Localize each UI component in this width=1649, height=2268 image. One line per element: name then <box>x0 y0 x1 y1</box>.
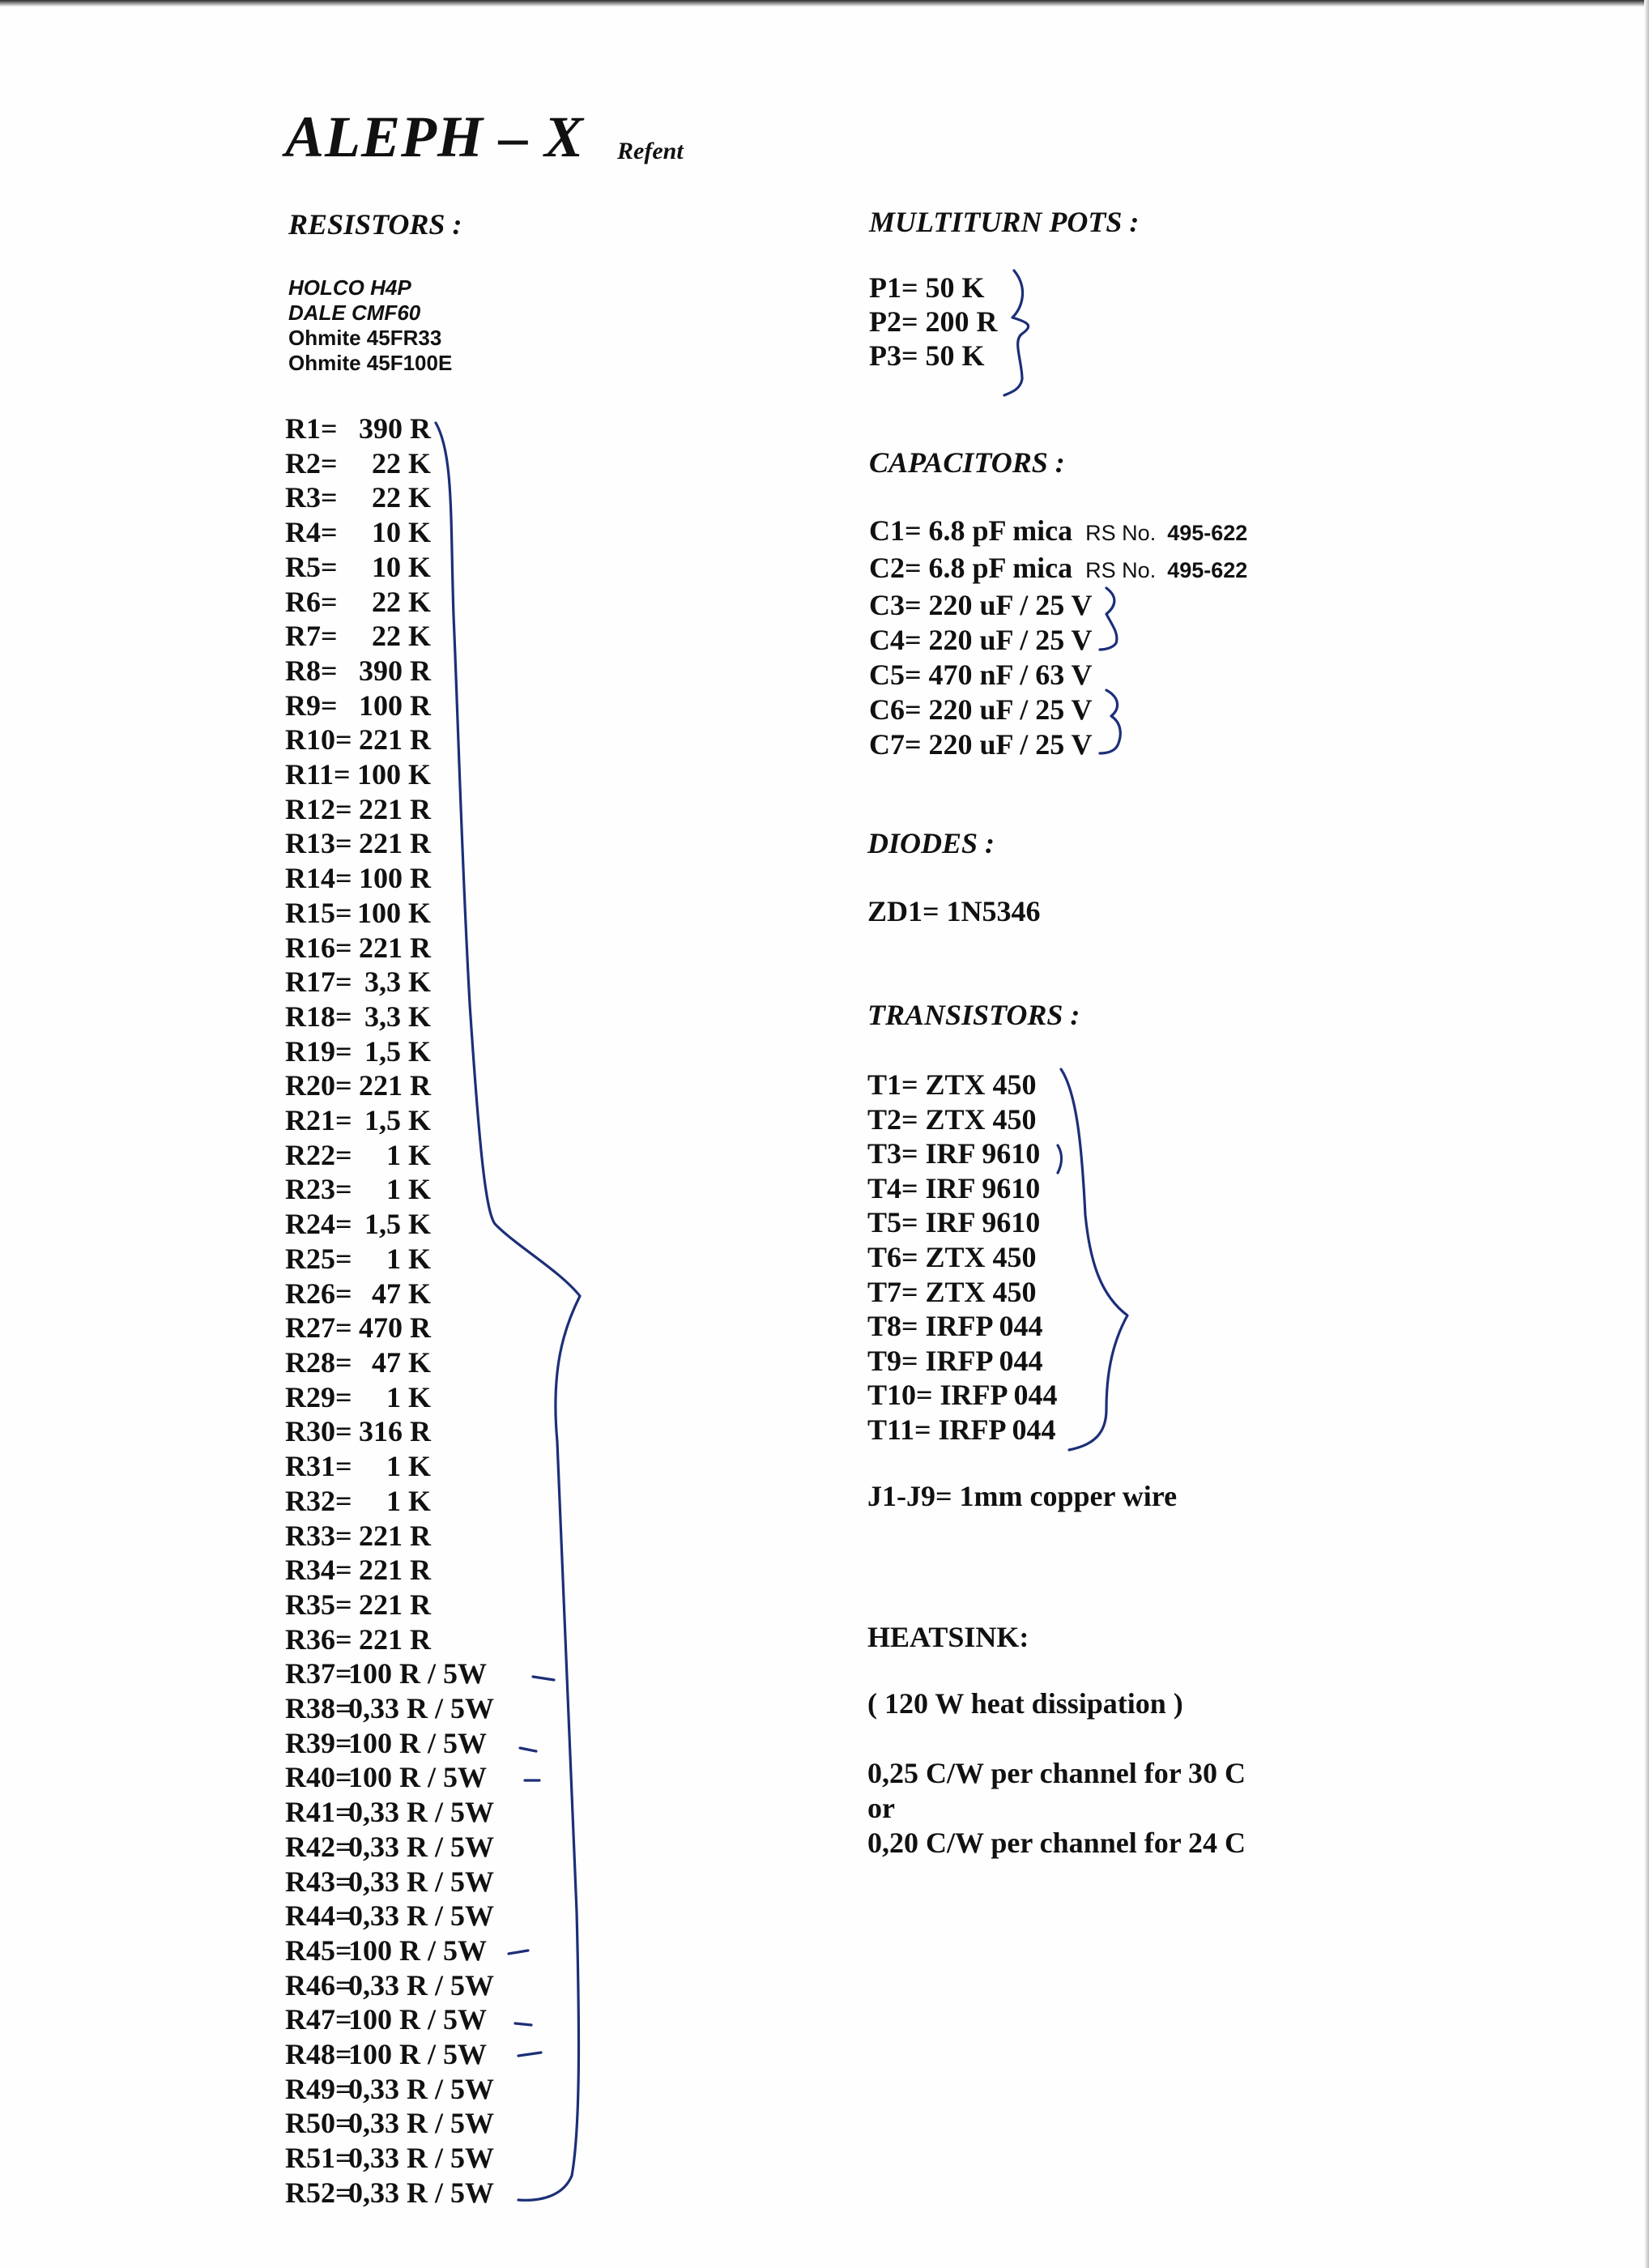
resistor-value: 1,5 K <box>364 1034 431 1068</box>
resistor-item <box>285 1172 494 1207</box>
resistor-label: R51= <box>285 2142 352 2175</box>
capacitor-label: C5= <box>869 659 922 691</box>
resistor-list <box>285 411 494 2210</box>
heatsink-dissipation: ( 120 W heat dissipation ) <box>867 1687 1183 1720</box>
transistor-label: T9= <box>867 1344 918 1377</box>
heatsink-option-2: 0,20 C/W per channel for 24 C <box>867 1827 1246 1859</box>
transistor-value: IRFP 044 <box>925 1310 1043 1343</box>
resistor-value: 100 K <box>356 758 431 791</box>
resistor-label: R4= <box>285 516 338 549</box>
resistor-value: 100 K <box>356 896 431 929</box>
resistor-value: 47 K <box>371 1345 431 1379</box>
resistor-label: R18= <box>285 1000 352 1033</box>
resistor-value: 0,33 R / 5W <box>348 1899 494 1933</box>
resistor-item <box>285 1933 494 1968</box>
transistor-item <box>867 1309 1058 1344</box>
resistor-value: 100 R / 5W <box>348 1933 487 1967</box>
resistor-item <box>285 792 494 827</box>
resistor-item <box>285 1726 494 1761</box>
resistor-value: 100 R <box>359 862 431 895</box>
resistor-label: R28= <box>285 1345 352 1379</box>
resistor-value: 221 R <box>359 1519 431 1552</box>
resistor-label: R30= <box>285 1415 352 1448</box>
rs-label: RS No. <box>1085 521 1157 545</box>
resistor-label: R13= <box>285 827 352 860</box>
capacitor-item <box>869 658 1247 693</box>
resistor-value: 390 R <box>359 654 431 687</box>
resistor-item <box>285 1553 494 1588</box>
r47-dash <box>515 2023 531 2025</box>
capacitor-value: 220 uF / 25 V <box>928 728 1093 761</box>
resistor-item <box>285 1622 494 1657</box>
transistors-heading: TRANSISTORS : <box>867 999 1080 1031</box>
resistor-label: R23= <box>285 1173 352 1206</box>
resistor-item <box>285 1760 494 1795</box>
resistor-item <box>285 931 494 966</box>
resistor-item <box>285 1519 494 1554</box>
resistor-label: R3= <box>285 481 338 514</box>
resistor-label: R14= <box>285 862 352 895</box>
transistor-value: ZTX 450 <box>925 1102 1037 1136</box>
pot-item <box>869 271 998 305</box>
resistor-label: R22= <box>285 1138 352 1171</box>
resistor-value: 221 R <box>359 1588 431 1621</box>
resistor-value: 100 R / 5W <box>348 2003 487 2036</box>
resistor-label: R42= <box>285 1830 352 1863</box>
resistor-item <box>285 861 494 896</box>
resistor-value: 221 R <box>359 827 431 860</box>
resistor-value: 0,33 R / 5W <box>348 2176 494 2209</box>
transistor-label: T3= <box>867 1137 918 1170</box>
resistor-item <box>285 757 494 792</box>
resistor-label: R17= <box>285 966 352 999</box>
resistor-label: R21= <box>285 1104 352 1137</box>
resistor-brands <box>288 275 452 376</box>
resistor-value: 10 K <box>371 516 431 549</box>
pot-value: 50 K <box>925 271 985 304</box>
resistor-value: 0,33 R / 5W <box>348 2107 494 2140</box>
resistor-item <box>285 1691 494 1726</box>
transistor-value: IRFP 044 <box>925 1344 1043 1377</box>
resistor-item <box>285 1034 494 1069</box>
resistor-value: 0,33 R / 5W <box>348 1968 494 2002</box>
resistor-value: 47 K <box>371 1277 431 1310</box>
resistor-item <box>285 896 494 931</box>
resistor-item <box>285 1449 494 1484</box>
resistor-value: 100 R / 5W <box>348 1726 487 1759</box>
resistor-item <box>285 1068 494 1103</box>
capacitor-value: 6.8 pF mica <box>928 552 1073 584</box>
transistor-label: T1= <box>867 1068 918 1101</box>
resistor-item <box>285 515 494 550</box>
diode-item: ZD1= 1N5346 <box>867 895 1041 927</box>
rs-number: 495-622 <box>1167 558 1248 582</box>
resistor-value: 390 R <box>359 412 431 445</box>
resistor-value: 1 K <box>386 1173 431 1206</box>
rs-label: RS No. <box>1085 558 1157 582</box>
resistor-item <box>285 2072 494 2107</box>
resistor-label: R12= <box>285 792 352 825</box>
transistor-item <box>867 1205 1058 1240</box>
resistor-item <box>285 1103 494 1138</box>
resistor-value: 221 R <box>359 1622 431 1656</box>
resistor-value: 221 R <box>359 723 431 757</box>
transistor-item <box>867 1068 1058 1102</box>
resistor-label: R27= <box>285 1311 352 1345</box>
resistor-item <box>285 1380 494 1415</box>
capacitor-value: 470 nF / 63 V <box>928 659 1093 691</box>
transistor-label: T5= <box>867 1206 918 1239</box>
resistor-item <box>285 1865 494 1899</box>
resistor-item <box>285 1242 494 1277</box>
r37-dash <box>533 1677 554 1680</box>
resistor-label: R50= <box>285 2107 352 2140</box>
heatsink-heading: HEATSINK: <box>867 1621 1029 1653</box>
jumpers-line: J1-J9= 1mm copper wire <box>867 1480 1178 1512</box>
resistor-label: R5= <box>285 550 338 583</box>
resistor-item <box>285 1484 494 1519</box>
transistor-item <box>867 1344 1058 1379</box>
resistor-value: 10 K <box>371 550 431 583</box>
heatsink-option-1: 0,25 C/W per channel for 30 C <box>867 1757 1246 1789</box>
transistor-label: T2= <box>867 1102 918 1136</box>
resistor-label: R29= <box>285 1380 352 1413</box>
resistor-value: 221 R <box>359 931 431 964</box>
resistor-label: R2= <box>285 446 338 480</box>
transistor-value: IRF 9610 <box>925 1171 1041 1204</box>
capacitors-heading: CAPACITORS : <box>869 446 1065 479</box>
resistor-value: 221 R <box>359 792 431 825</box>
resistor-label: R11= <box>285 758 351 791</box>
pot-item <box>869 305 998 339</box>
resistor-item <box>285 1000 494 1034</box>
capacitor-value: 220 uF / 25 V <box>928 624 1093 656</box>
transistor-value: IRF 9610 <box>925 1206 1041 1239</box>
capacitor-label: C4= <box>869 624 922 656</box>
resistor-label: R39= <box>285 1726 352 1759</box>
transistor-list <box>867 1068 1058 1447</box>
resistor-label: R24= <box>285 1208 352 1241</box>
resistor-item <box>285 2037 494 2072</box>
resistor-label: R32= <box>285 1484 352 1517</box>
resistor-item <box>285 1830 494 1865</box>
resistor-label: R8= <box>285 654 338 687</box>
resistor-item <box>285 1588 494 1622</box>
resistor-label: R41= <box>285 1796 352 1829</box>
resistor-item <box>285 2106 494 2141</box>
resistor-item <box>285 654 494 688</box>
capacitor-value: 220 uF / 25 V <box>928 589 1093 621</box>
resistor-value: 1 K <box>386 1242 431 1275</box>
scan-top-edge <box>0 0 1649 6</box>
resistor-item <box>285 585 494 620</box>
transistor-item <box>867 1275 1058 1310</box>
resistor-item <box>285 723 494 757</box>
transistor-item <box>867 1102 1058 1137</box>
resistor-item <box>285 446 494 481</box>
resistor-value: 100 R / 5W <box>348 1657 487 1690</box>
resistor-label: R6= <box>285 585 338 618</box>
capacitor-label: C3= <box>869 589 922 621</box>
resistor-item <box>285 550 494 585</box>
resistor-label: R44= <box>285 1899 352 1933</box>
document-title: ALEPH – X <box>285 104 585 169</box>
heatsink-or: or <box>867 1792 895 1824</box>
resistor-value: 221 R <box>359 1069 431 1102</box>
brand-line: Ohmite 45FR33 <box>288 326 442 350</box>
resistor-item <box>285 1656 494 1691</box>
resistor-value: 100 R / 5W <box>348 1761 487 1794</box>
pot-value: 200 R <box>925 305 998 338</box>
resistor-value: 1 K <box>386 1450 431 1483</box>
resistor-label: R16= <box>285 931 352 964</box>
resistor-label: R10= <box>285 723 352 757</box>
resistor-value: 22 K <box>371 585 431 618</box>
resistor-label: R15= <box>285 896 352 929</box>
transistor-item <box>867 1240 1058 1275</box>
transistor-label: T8= <box>867 1310 918 1343</box>
pot-list <box>869 271 998 373</box>
resistor-value: 0,33 R / 5W <box>348 2142 494 2175</box>
capacitor-label: C2= <box>869 552 922 584</box>
resistor-label: R48= <box>285 2038 352 2071</box>
resistor-label: R20= <box>285 1069 352 1102</box>
resistor-item <box>285 965 494 1000</box>
scan-right-edge <box>1644 0 1649 2268</box>
resistor-label: R49= <box>285 2072 352 2105</box>
pots-brace <box>1004 271 1029 395</box>
resistor-label: R9= <box>285 688 338 722</box>
capacitor-label: C1= <box>869 514 922 547</box>
resistor-label: R43= <box>285 1865 352 1898</box>
capacitor-item <box>869 693 1247 727</box>
pot-item <box>869 339 998 373</box>
brand-line: DALE CMF60 <box>288 301 421 325</box>
transistor-value: IRFP 044 <box>938 1413 1056 1446</box>
resistor-value: 3,3 K <box>364 966 431 999</box>
capacitor-label: C7= <box>869 728 922 761</box>
resistor-value: 0,33 R / 5W <box>348 1692 494 1725</box>
resistor-value: 22 K <box>371 620 431 653</box>
resistor-item <box>285 1968 494 2003</box>
resistor-value: 316 R <box>359 1415 431 1448</box>
resistor-value: 221 R <box>359 1554 431 1587</box>
resistor-value: 1,5 K <box>364 1208 431 1241</box>
brand-line: Ohmite 45F100E <box>288 351 453 375</box>
transistor-item <box>867 1413 1058 1447</box>
resistor-item <box>285 1345 494 1380</box>
rs-number: 495-622 <box>1167 521 1248 545</box>
resistor-value: 3,3 K <box>364 1000 431 1033</box>
transistor-label: T10= <box>867 1379 933 1412</box>
resistor-item <box>285 688 494 723</box>
transistor-group-brace <box>1061 1069 1127 1450</box>
resistor-value: 0,33 R / 5W <box>348 1830 494 1863</box>
resistor-item <box>285 2002 494 2037</box>
resistor-label: R37= <box>285 1657 352 1690</box>
capacitor-list <box>869 514 1247 762</box>
resistor-label: R52= <box>285 2176 352 2209</box>
pot-label: P2= <box>869 305 918 338</box>
resistor-item <box>285 1795 494 1830</box>
transistor-value: ZTX 450 <box>925 1068 1037 1101</box>
resistor-label: R1= <box>285 412 338 445</box>
resistors-heading: RESISTORS : <box>288 208 462 241</box>
resistor-item <box>285 1899 494 1933</box>
transistor-label: T4= <box>867 1171 918 1204</box>
resistor-value: 22 K <box>371 481 431 514</box>
resistor-label: R47= <box>285 2003 352 2036</box>
resistor-label: R35= <box>285 1588 352 1621</box>
resistor-value: 1 K <box>386 1484 431 1517</box>
brand-line: HOLCO H4P <box>288 275 411 300</box>
pot-label: P1= <box>869 271 918 304</box>
resistor-value: 22 K <box>371 446 431 480</box>
resistor-label: R19= <box>285 1034 352 1068</box>
resistor-item <box>285 1207 494 1242</box>
transistor-label: T6= <box>867 1240 918 1273</box>
transistor-item <box>867 1378 1058 1413</box>
resistor-label: R46= <box>285 1968 352 2002</box>
pots-heading: MULTITURN POTS : <box>869 206 1140 238</box>
pot-label: P3= <box>869 339 918 372</box>
transistor-label: T11= <box>867 1413 931 1446</box>
resistor-item <box>285 1311 494 1345</box>
resistor-item <box>285 411 494 446</box>
capacitor-item <box>869 727 1247 762</box>
resistor-value: 1 K <box>386 1138 431 1171</box>
capacitor-value: 220 uF / 25 V <box>928 693 1093 726</box>
resistor-label: R40= <box>285 1761 352 1794</box>
resistor-value: 1,5 K <box>364 1104 431 1137</box>
resistor-label: R34= <box>285 1554 352 1587</box>
capacitor-item <box>869 551 1247 588</box>
transistor-value: IRFP 044 <box>940 1379 1058 1412</box>
resistor-item <box>285 619 494 654</box>
capacitor-item <box>869 588 1247 623</box>
capacitor-value: 6.8 pF mica <box>928 514 1073 547</box>
resistor-value: 1 K <box>386 1380 431 1413</box>
r48-dash <box>518 2053 541 2056</box>
transistor-value: ZTX 450 <box>925 1275 1037 1308</box>
resistor-item <box>285 1277 494 1311</box>
resistor-label: R25= <box>285 1242 352 1275</box>
resistor-value: 100 R <box>359 688 431 722</box>
capacitor-label: C6= <box>869 693 922 726</box>
transistor-item <box>867 1171 1058 1206</box>
pot-value: 50 K <box>925 339 985 372</box>
transistor-value: IRF 9610 <box>925 1137 1041 1170</box>
transistor-value: ZTX 450 <box>925 1240 1037 1273</box>
resistor-item <box>285 2141 494 2176</box>
resistor-item <box>285 1414 494 1449</box>
r39-dash <box>520 1748 536 1751</box>
resistor-item <box>285 2176 494 2210</box>
resistor-value: 0,33 R / 5W <box>348 1796 494 1829</box>
r45-dash <box>509 1950 528 1954</box>
resistor-label: R26= <box>285 1277 352 1310</box>
resistor-label: R45= <box>285 1933 352 1967</box>
document-subtitle: Refent <box>617 138 684 164</box>
capacitor-item <box>869 514 1247 551</box>
resistor-value: 0,33 R / 5W <box>348 1865 494 1898</box>
resistor-label: R33= <box>285 1519 352 1552</box>
resistor-value: 0,33 R / 5W <box>348 2072 494 2105</box>
resistor-label: R38= <box>285 1692 352 1725</box>
resistor-item <box>285 1138 494 1173</box>
diodes-heading: DIODES : <box>867 827 995 859</box>
transistor-item <box>867 1136 1058 1171</box>
resistor-label: R36= <box>285 1622 352 1656</box>
t3-tick <box>1058 1145 1062 1173</box>
transistor-label: T7= <box>867 1275 918 1308</box>
resistor-item <box>285 480 494 515</box>
capacitor-item <box>869 623 1247 658</box>
resistor-value: 100 R / 5W <box>348 2038 487 2071</box>
resistor-label: R7= <box>285 620 338 653</box>
resistor-item <box>285 826 494 861</box>
resistor-value: 470 R <box>359 1311 431 1345</box>
resistor-label: R31= <box>285 1450 352 1483</box>
